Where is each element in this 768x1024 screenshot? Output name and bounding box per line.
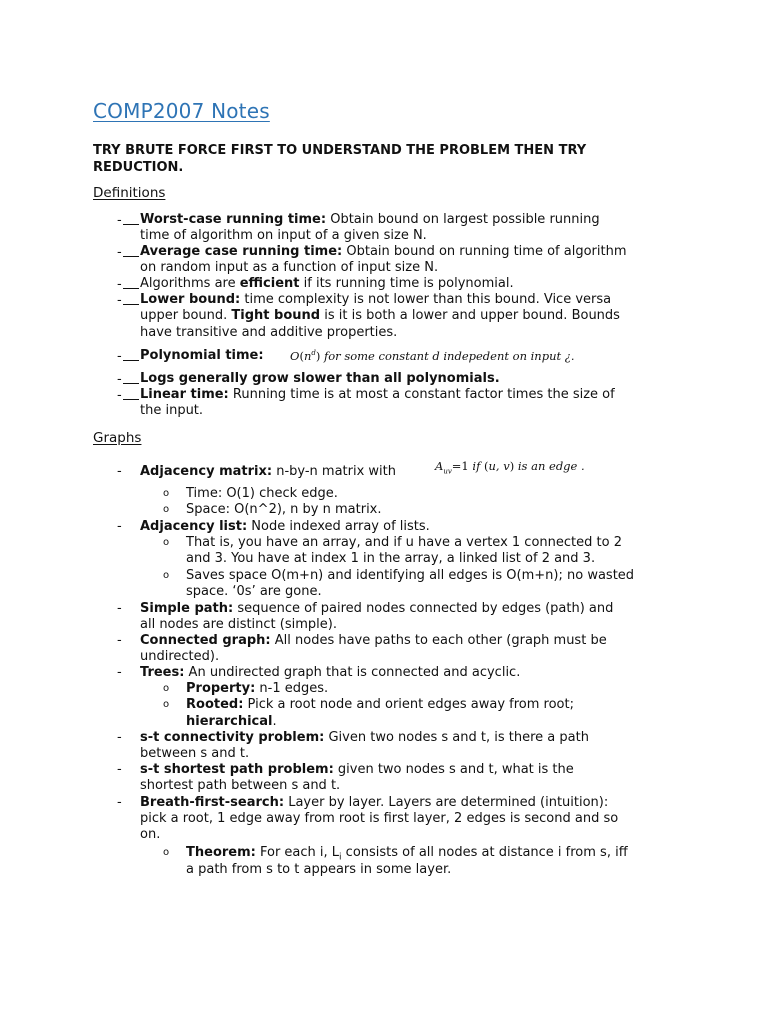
bullet-dash: - (117, 795, 122, 810)
bullet-dash: - (117, 387, 139, 405)
bullet-dash: - (117, 292, 139, 310)
bullet-circle: o (163, 699, 170, 710)
bullet-dash: - (117, 244, 139, 262)
graph-item: s-t connectivity problem: Given two nodes s and t, is there a path (140, 730, 589, 745)
graph-subitem: Theorem: For each i, $L_i$ consists of all nodes at distance i from s, iff (186, 845, 628, 863)
graph-item-cont: pick a root, 1 edge away from root is first layer, 2 edges is second and so (140, 811, 619, 826)
bullet-dash: - (117, 762, 122, 777)
bullet-dash: - (117, 464, 122, 479)
intro-text: TRY BRUTE FORCE FIRST TO UNDERSTAND THE PROBLEM THEN TRY REDUCTION. (93, 143, 587, 175)
bullet-circle: o (163, 537, 170, 548)
graph-item-cont: undirected). (140, 649, 220, 664)
definition-item: Lower bound: time complexity is not lower than this bound. Vice versa (140, 292, 612, 307)
bullet-dash: - (117, 665, 122, 680)
bullet-dash: - (117, 212, 139, 230)
bullet-dash: - (117, 348, 139, 366)
graph-subitem: Time: O(1) check edge. (186, 486, 338, 501)
graph-subitem-cont: space. ‘0s’ are gone. (186, 584, 322, 599)
graph-item-cont: all nodes are distinct (simple). (140, 617, 337, 632)
definition-item: Algorithms are efficient if its running time is polynomial. (140, 276, 514, 291)
bullet-circle: o (163, 504, 170, 515)
bullet-dash: - (117, 519, 122, 534)
definition-item-cont: time of algorithm on input of a given size N. (140, 228, 427, 243)
definition-item: Logs generally grow slower than all polynomials. (140, 371, 500, 386)
definition-item: Average case running time: Obtain bound on running time of algorithm (140, 244, 627, 259)
bullet-dash: - (117, 633, 122, 648)
bullet-dash: - (117, 276, 139, 294)
definition-item-cont: have transitive and additive properties. (140, 325, 398, 340)
graph-item: Adjacency list: Node indexed array of lists. (140, 519, 430, 534)
graph-subitem-cont: a path from s to t appears in some layer. (186, 862, 452, 877)
graph-subitem: Property: n-1 edges. (186, 681, 329, 696)
graph-subitem: Saves space O(m+n) and identifying all edges is O(m+n); no wasted (186, 568, 635, 583)
definitions-heading: Definitions (93, 185, 166, 201)
graph-item: Trees: An undirected graph that is connected and acyclic. (140, 665, 521, 680)
bullet-dash: - (117, 371, 139, 389)
bullet-circle: o (163, 488, 170, 499)
definition-item-cont: on random input as a function of input size N. (140, 260, 439, 275)
definition-item-cont: upper bound. Tight bound is it is both a lower and upper bound. Bounds (140, 308, 620, 323)
bullet-circle: o (163, 570, 170, 581)
graph-item: Simple path: sequence of paired nodes connected by edges (path) and (140, 601, 614, 616)
bullet-circle: o (163, 683, 170, 694)
graph-item: Breath-first-search: Layer by layer. Layers are determined (intuition): (140, 795, 609, 810)
graph-subitem: Space: O(n^2), n by n matrix. (186, 502, 382, 517)
graph-item-cont: shortest path between s and t. (140, 778, 341, 793)
graph-item: Connected graph: All nodes have paths to each other (graph must be (140, 633, 607, 648)
definition-item: Polynomial time: (140, 348, 264, 363)
definition-item: Linear time: Running time is at most a constant factor times the size of (140, 387, 615, 402)
bullet-dash: - (117, 730, 122, 745)
graph-subitem: Rooted: Pick a root node and orient edges away from root; (186, 697, 574, 712)
graph-subitem-cont: and 3. You have at index 1 in the array, a linked list of 2 and 3. (186, 551, 596, 566)
graph-subitem: That is, you have an array, and if u have a vertex 1 connected to 2 (186, 535, 622, 550)
definition-item-cont: the input. (140, 403, 204, 418)
graph-item-cont: between s and t. (140, 746, 250, 761)
bullet-dash: - (117, 601, 122, 616)
graph-subitem-cont: hierarchical. (186, 714, 277, 729)
bullet-circle: o (163, 847, 170, 858)
adjacency-formula: $A_{uv}=1$ if (u, v) is an edge . (435, 459, 585, 476)
graph-item: Adjacency matrix: n-by-n matrix with (140, 464, 397, 479)
graphs-heading: Graphs (93, 430, 142, 446)
definition-item: Worst-case running time: Obtain bound on largest possible running (140, 212, 600, 227)
page-title: COMP2007 Notes (93, 99, 270, 123)
graph-item: s-t shortest path problem: given two nodes s and t, what is the (140, 762, 574, 777)
polynomial-formula: $O(n^d)$ for some constant d indepedent on input ¿. (290, 348, 575, 363)
graph-item-cont: on. (140, 827, 161, 842)
